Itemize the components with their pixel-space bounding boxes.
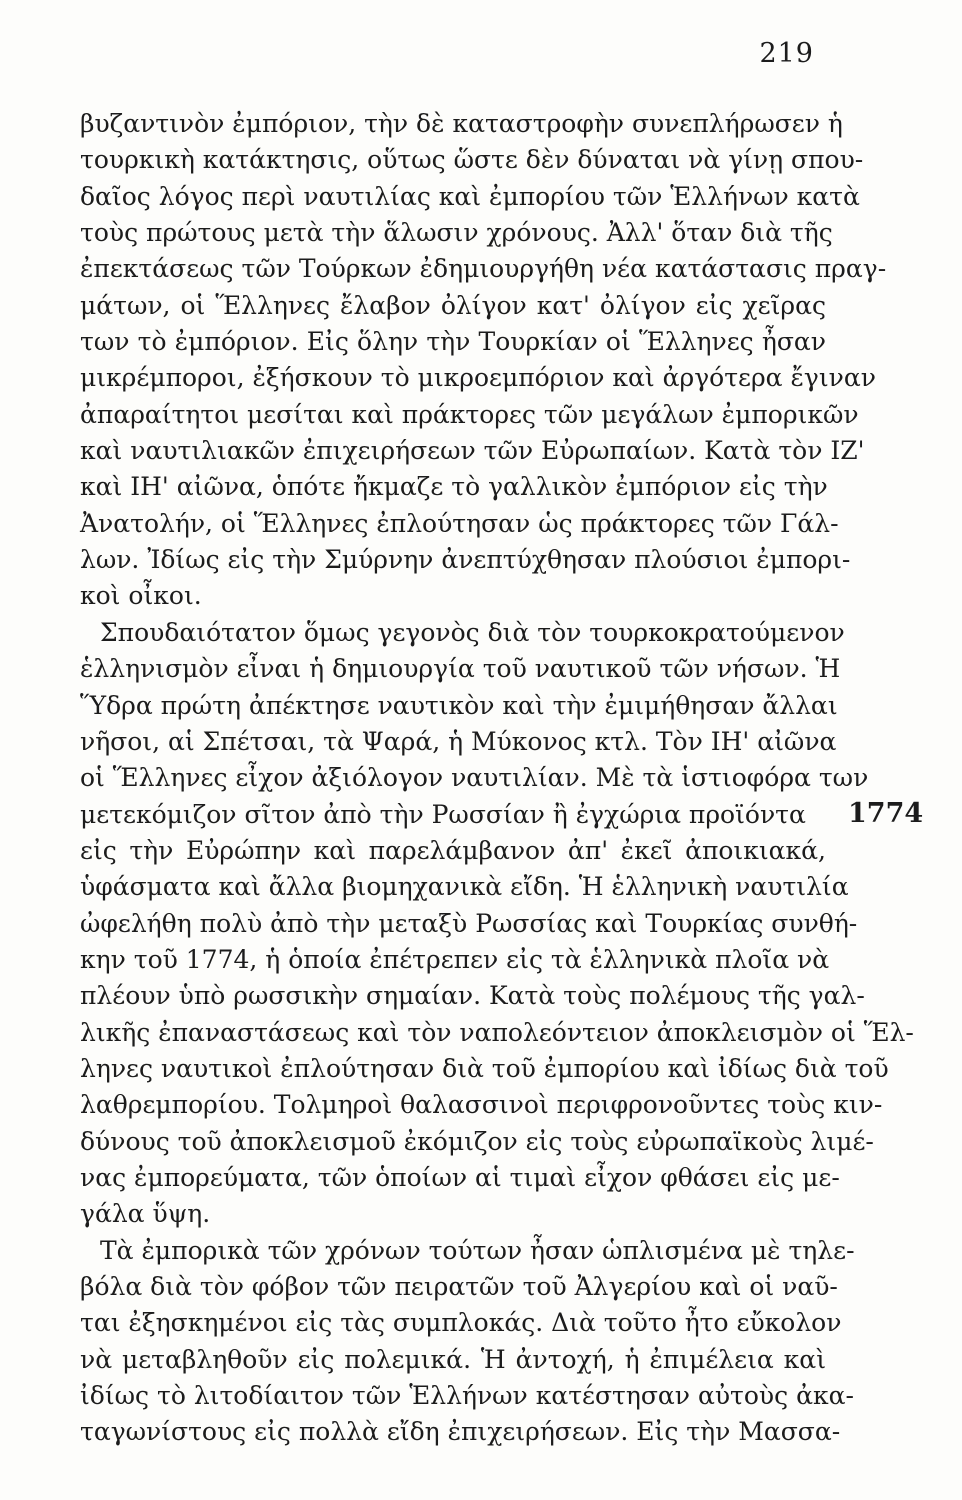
text-line: νὰ μεταβληθοῦν εἰς πολεμικά. Ἡ ἀντοχή, ἡ ἐπιμέλεια καὶ (80, 1344, 826, 1374)
body-text (80, 106, 914, 1451)
page-number: 219 (759, 38, 814, 69)
text-line: κοὶ οἶκοι. (80, 581, 202, 611)
text-line: ἐπεκτάσεως τῶν Τούρκων ἐδημιουργήθη νέα κατάστασις πραγ- (80, 254, 887, 284)
text-line: λαθρεμπορίου. Τολμηροὶ θαλασσινοὶ περιφρονοῦντες τοὺς κιν- (80, 1090, 883, 1120)
text-line: ἑλληνισμὸν εἶναι ἡ δημιουργία τοῦ ναυτικοῦ τῶν νήσων. Ἡ (80, 654, 841, 684)
text-line: μετεκόμιζον σῖτον ἀπὸ τὴν Ρωσσίαν ἢ ἐγχώρια προϊόντα (80, 799, 806, 829)
text-line: εἰς τὴν Εὐρώπην καὶ παρελάμβανον ἀπ' ἐκεῖ ἀποικιακά, (80, 835, 826, 865)
text-line: ὠφελήθη πολὺ ἀπὸ τὴν μεταξὺ Ρωσσίας καὶ Τουρκίας συνθή- (80, 908, 858, 938)
paragraph-1 (80, 106, 887, 615)
text-line: γάλα ὕψη. (80, 1199, 211, 1229)
text-line: βυζαντινὸν ἐμπόριον, τὴν δὲ καταστροφὴν συνεπλήρωσεν ἡ (80, 109, 843, 138)
text-line: καὶ ΙΗ' αἰῶνα, ὁπότε ἤκμαζε τὸ γαλλικὸν ἐμπόριον εἰς τὴν (80, 472, 828, 502)
text-line: πλέουν ὑπὸ ρωσσικὴν σημαίαν. Κατὰ τοὺς πολέμους τῆς γαλ- (80, 981, 865, 1011)
text-line: μάτων, οἱ Ἕλληνες ἔλαβον ὀλίγον κατ' ὀλίγον εἰς χεῖρας (80, 290, 826, 320)
text-line: νῆσοι, αἱ Σπέτσαι, τὰ Ψαρά, ἡ Μύκονος κτλ. Τὸν ΙΗ' αἰῶνα (80, 726, 837, 756)
text-line: ληνες ναυτικοὶ ἐπλούτησαν διὰ τοῦ ἐμπορίου καὶ ἰδίως διὰ τοῦ (80, 1053, 889, 1083)
text-line: ἰδίως τὸ λιτοδίαιτον τῶν Ἑλλήνων κατέστησαν αὐτοὺς ἀκα- (80, 1381, 854, 1411)
text-line: ταγωνίστους εἰς πολλὰ εἴδη ἐπιχειρήσεων. Εἰς τὴν Μασσα- (80, 1417, 841, 1447)
text-line: βόλα διὰ τὸν φόβον τῶν πειρατῶν τοῦ Ἀλγερίου καὶ οἱ ναῦ- (80, 1272, 838, 1301)
paragraph-3 (80, 1233, 855, 1451)
text-line: τουρκικὴ κατάκτησις, οὕτως ὥστε δὲν δύναται νὰ γίνῃ σπου- (80, 145, 864, 175)
paragraph-2 (80, 615, 914, 1233)
text-line: κην τοῦ 1774, ἡ ὁποία ἐπέτρεπεν εἰς τὰ ἑλληνικὰ πλοῖα νὰ (80, 944, 830, 974)
text-line: μικρέμποροι, ἐξήσκουν τὸ μικροεμπόριον καὶ ἀργότερα ἔγιναν (80, 363, 876, 393)
text-line: λων. Ἰδίως εἰς τὴν Σμύρνην ἀνεπτύχθησαν πλούσιοι ἐμπορι- (80, 545, 851, 575)
text-line: ἀπαραίτητοι μεσίται καὶ πράκτορες τῶν μεγάλων ἐμπορικῶν (80, 399, 859, 429)
text-line: Ἀνατολήν, οἱ Ἕλληνες ἐπλούτησαν ὡς πράκτορες τῶν Γάλ- (80, 508, 839, 538)
text-line: ὑφάσματα καὶ ἄλλα βιομηχανικὰ εἴδη. Ἡ ἑλληνικὴ ναυτιλία (80, 872, 849, 902)
text-line: Τὰ ἐμπορικὰ τῶν χρόνων τούτων ἦσαν ὡπλισμένα μὲ τηλε- (100, 1235, 855, 1265)
text-line: νας ἐμπορεύματα, τῶν ὁποίων αἱ τιμαὶ εἶχον φθάσει εἰς με- (80, 1162, 840, 1192)
text-line: δύνους τοῦ ἀποκλεισμοῦ ἐκόμιζον εἰς τοὺς εὐρωπαϊκοὺς λιμέ- (80, 1126, 874, 1156)
text-line: τοὺς πρώτους μετὰ τὴν ἅλωσιν χρόνους. Ἀλλ' ὅταν διὰ τῆς (80, 218, 833, 248)
text-line: ται ἐξησκημένοι εἰς τὰς συμπλοκάς. Διὰ τοῦτο ἦτο εὔκολον (80, 1308, 842, 1338)
text-line: Ὕδρα πρώτη ἀπέκτησε ναυτικὸν καὶ τὴν ἐμιμήθησαν ἄλλαι (80, 690, 838, 720)
text-line: δαῖος λόγος περὶ ναυτιλίας καὶ ἐμπορίου τῶν Ἑλλήνων κατὰ (80, 181, 860, 211)
text-line: Σπουδαιότατον ὅμως γεγονὸς διὰ τὸν τουρκοκρατούμενον (100, 617, 845, 647)
text-line: λικῆς ἐπαναστάσεως καὶ τὸν ναπολεόντειον ἀποκλεισμὸν οἱ Ἕλ- (80, 1017, 914, 1047)
text-line: των τὸ ἐμπόριον. Εἰς ὅλην τὴν Τουρκίαν οἱ Ἕλληνες ἦσαν (80, 327, 826, 357)
margin-note-year: 1774 (848, 798, 924, 829)
text-line: οἱ Ἕλληνες εἶχον ἀξιόλογον ναυτιλίαν. Μὲ τὰ ἱστιοφόρα των (80, 763, 869, 793)
text-line: καὶ ναυτιλιακῶν ἐπιχειρήσεων τῶν Εὐρωπαίων. Κατὰ τὸν ΙΖ' (80, 436, 865, 466)
